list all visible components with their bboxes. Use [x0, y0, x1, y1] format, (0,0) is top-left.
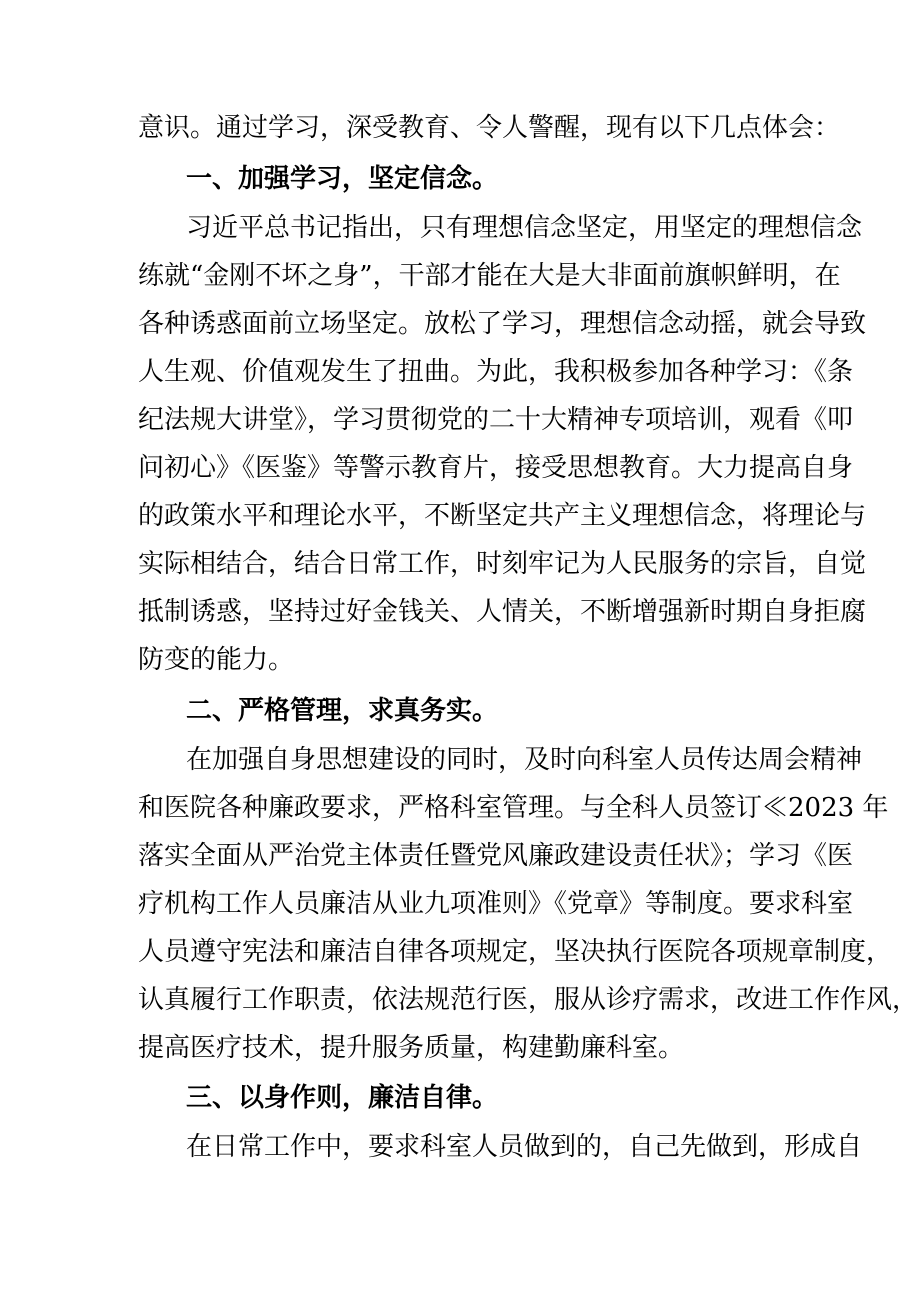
section-1-line-2: 练就“金刚不坏之身”，干部才能在大是大非面前旗帜鲜明，在: [138, 261, 841, 291]
section-2-line-2: 和医院各种廉政要求，严格科室管理。与全科人员签订≪2023 年: [138, 793, 889, 823]
section-1-line-9: 抵制诱惑，坚持过好金钱关、人情关，不断增强新时期自身拒腐: [138, 597, 867, 627]
section-2-heading: 二、严格管理，求真务实。: [186, 696, 499, 726]
section-1-line-3: 各种诱惑面前立场坚定。放松了学习，理想信念动摇，就会导致: [138, 309, 867, 339]
section-2-line-6: 认真履行工作职责，依法规范行医，服从诊疗需求，改进工作作风，: [138, 985, 919, 1015]
section-1-line-8: 实际相结合，结合日常工作，时刻牢记为人民服务的宗旨，自觉: [138, 549, 867, 579]
section-2-line-1: 在加强自身思想建设的同时，及时向科室人员传达周会精神: [186, 745, 863, 775]
section-2-line-5: 人员遵守宪法和廉洁自律各项规定，坚决执行医院各项规章制度，: [138, 937, 893, 967]
section-1-line-4: 人生观、价值观发生了扭曲。为此，我积极参加各种学习：《条: [138, 357, 854, 387]
section-1-line-6: 问初心》《医鉴》等警示教育片，接受思想教育。大力提高自身: [138, 453, 854, 483]
section-2-line-7: 提高医疗技术，提升服务质量，构建勤廉科室。: [138, 1033, 685, 1063]
intro-line: 意识。通过学习，深受教育、令人警醒，现有以下几点体会：: [138, 113, 841, 143]
section-1-line-7: 的政策水平和理论水平，不断坚定共产主义理想信念，将理论与: [138, 501, 867, 531]
section-1-line-1: 习近平总书记指出，只有理想信念坚定，用坚定的理想信念: [186, 213, 863, 243]
section-1-heading: 一、加强学习，坚定信念。: [186, 164, 499, 194]
section-3-heading: 三、以身作则，廉洁自律。: [186, 1083, 499, 1113]
section-1-line-5: 纪法规大讲堂》，学习贯彻党的二十大精神专项培训，观看《叩: [138, 405, 854, 435]
section-3-line-1: 在日常工作中，要求科室人员做到的，自己先做到，形成自: [186, 1132, 863, 1162]
section-2-line-4: 疗机构工作人员廉洁从业九项准则》《党章》等制度。要求科室: [138, 889, 854, 919]
section-2-line-3: 落实全面从严治党主体责任暨党风廉政建设责任状》；学习《医: [138, 841, 854, 871]
section-1-line-10: 防变的能力。: [138, 645, 295, 675]
